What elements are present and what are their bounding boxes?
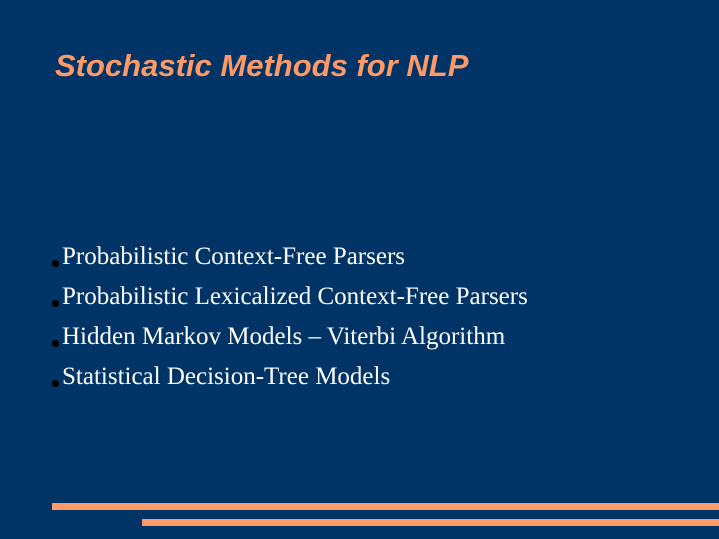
bullet-text: Statistical Decision-Tree Models xyxy=(62,363,391,390)
bullet-item xyxy=(52,237,528,277)
bullet-list xyxy=(52,237,528,397)
bullet-dot-icon xyxy=(52,260,59,267)
bullet-text: Probabilistic Context-Free Parsers xyxy=(62,243,405,270)
bullet-item xyxy=(52,277,528,317)
bullet-dot-icon xyxy=(52,380,59,387)
decorative-rule-top xyxy=(52,503,719,510)
bullet-text: Hidden Markov Models – Viterbi Algorithm xyxy=(62,323,506,350)
bullet-dot-icon xyxy=(52,340,59,347)
bullet-item xyxy=(52,357,528,397)
bullet-item xyxy=(52,317,528,357)
decorative-rule-bottom xyxy=(142,519,719,526)
slide-title: Stochastic Methods for NLP xyxy=(55,48,469,83)
bullet-text: Probabilistic Lexicalized Context-Free Parsers xyxy=(62,283,528,310)
bullet-dot-icon xyxy=(52,300,59,307)
